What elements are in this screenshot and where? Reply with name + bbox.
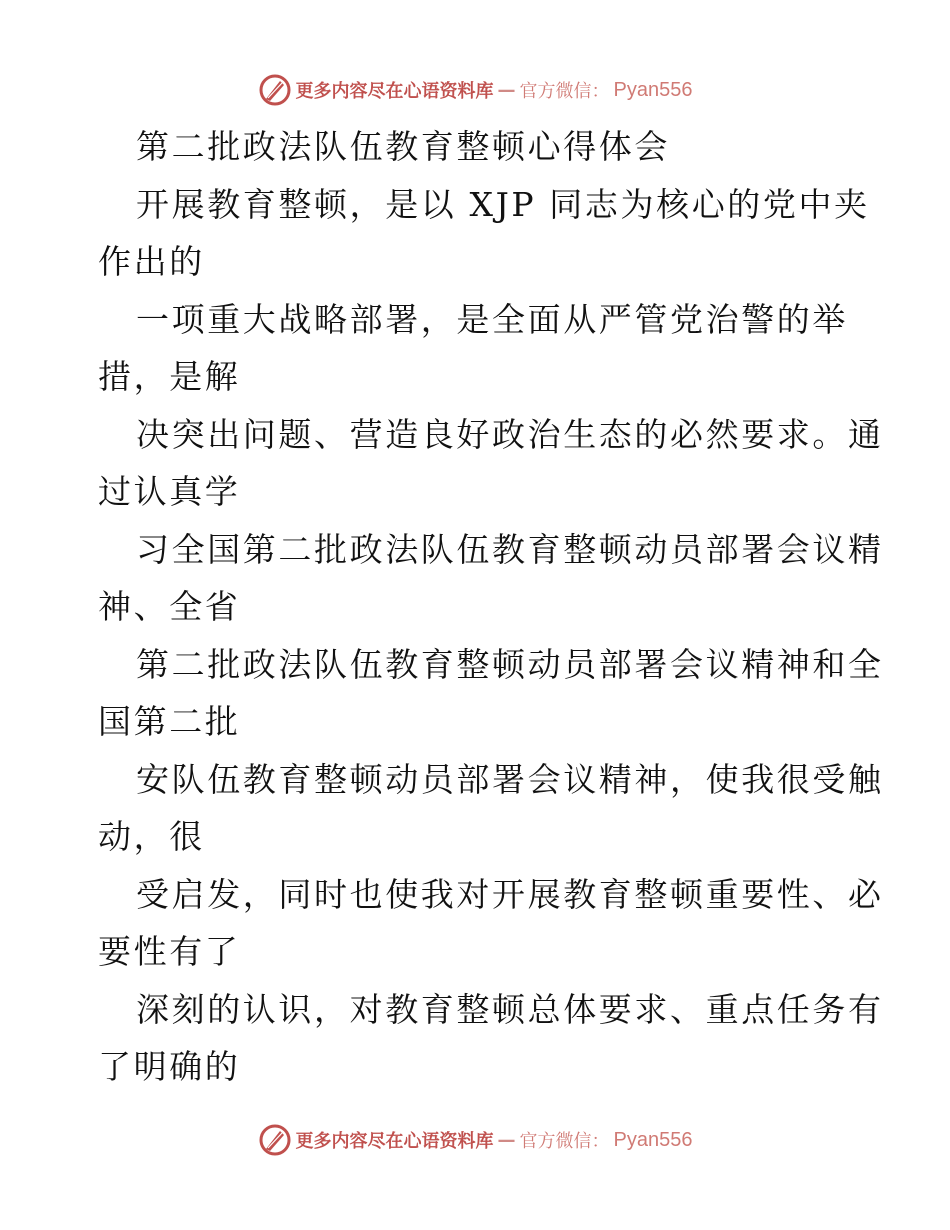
text-line: 动，很	[98, 817, 205, 856]
header-banner	[0, 70, 950, 110]
text-line: 第二批政法队伍教育整顿动员部署会议精神和全	[136, 644, 884, 684]
banner-wechat-label: 官方微信：	[519, 81, 610, 102]
text-line: 一项重大战略部署，是全面从严管党治警的举	[136, 299, 848, 339]
quill-logo-icon	[258, 1123, 292, 1157]
banner-separator: —	[497, 79, 516, 101]
banner-text: 更多内容尽在心语资料库	[295, 81, 494, 102]
text-line: 过认真学	[98, 472, 241, 511]
text-line: 作出的	[98, 242, 205, 281]
footer-banner	[0, 1120, 950, 1160]
banner-separator: —	[497, 1129, 516, 1151]
banner-wechat-id: Pyan556	[613, 1128, 693, 1151]
text-line: 深刻的认识，对教育整顿总体要求、重点任务有	[136, 989, 884, 1029]
text-line: 了明确的	[98, 1047, 241, 1086]
document-title: 第二批政法队伍教育整顿心得体会	[136, 127, 670, 166]
text-line: 神、全省	[98, 587, 241, 626]
banner-text: 更多内容尽在心语资料库	[295, 1131, 494, 1152]
text-line: 习全国第二批政法队伍教育整顿动员部署会议精	[136, 529, 884, 569]
text-line: 安队伍教育整顿动员部署会议精神，使我很受触	[136, 759, 884, 799]
text-line: 受启发，同时也使我对开展教育整顿重要性、必	[136, 874, 884, 914]
text-line: 措，是解	[98, 357, 241, 396]
text-line: 国第二批	[98, 702, 241, 741]
text-line: 决突出问题、营造良好政治生态的必然要求。通	[136, 414, 884, 454]
quill-logo-icon	[258, 73, 292, 107]
text-line: 开展教育整顿，是以 XJP 同志为核心的党中夹	[136, 184, 870, 224]
document-body	[98, 118, 884, 1096]
banner-wechat-id: Pyan556	[613, 78, 693, 101]
banner-wechat-label: 官方微信：	[519, 1131, 610, 1152]
text-line: 要性有了	[98, 932, 241, 971]
